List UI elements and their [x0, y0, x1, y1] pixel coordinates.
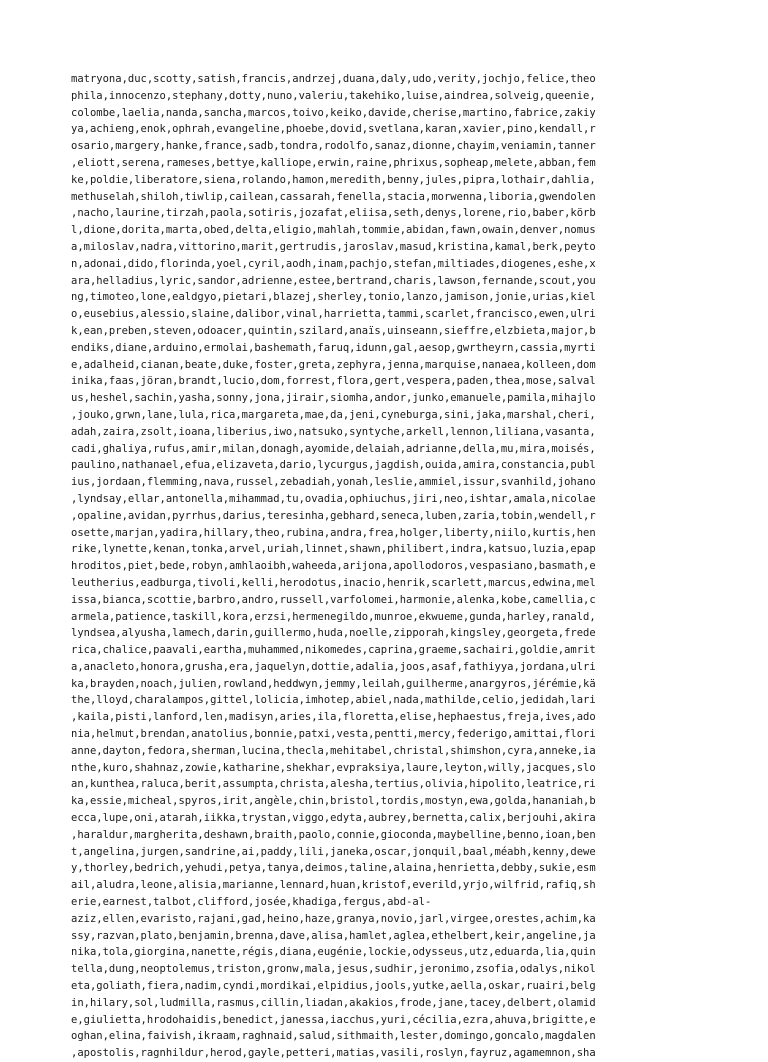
text-line: y,thorley,bedrich,yehudi,petya,tanya,deimos,taline,alaina,henrietta,debby,sukie,esm — [71, 862, 596, 875]
text-line: the,lloyd,charalampos,gittel,lolicia,imhotep,abiel,nada,mathilde,celio,jedidah,lari — [71, 694, 596, 707]
text-line: phila,innocenzo,stephany,dotty,nuno,valeriu,takehiko,luise,aindrea,solveig,queenie, — [71, 89, 596, 102]
text-line: eta,goliath,fiera,nadim,cyndi,mordikai,elpidius,jools,yutke,aella,oskar,ruairi,belg — [71, 980, 596, 993]
text-line: leutherius,eadburga,tivoli,kelli,herodotus,inacio,henrik,scarlett,marcus,edwina,mel — [71, 576, 596, 589]
text-line: osette,marjan,yadira,hillary,theo,rubina,andra,frea,holger,liberty,niilo,kurtis,hen — [71, 526, 596, 539]
text-line: ,haraldur,margherita,deshawn,braith,paolo,connie,gioconda,maybelline,benno,ioan,ben — [71, 828, 596, 841]
text-line: oghan,elina,faivish,ikraam,raghnaid,salud,sithmaith,lester,domingo,goncalo,magdalen — [71, 1030, 596, 1043]
text-line: rike,lynette,kenan,tonka,arvel,uriah,linnet,shawn,philibert,indra,katsuo,luzia,epap — [71, 543, 596, 556]
text-line: inika,faas,jöran,brandt,lucio,dom,forrest,flora,gert,vespera,paden,thea,mose,salval — [71, 375, 596, 388]
text-line: aziz,ellen,evaristo,rajani,gad,heino,haze,granya,novio,jarl,virgee,orestes,achim,ka — [71, 912, 596, 925]
text-line: ara,helladius,lyric,sandor,adrienne,estee,bertrand,charis,lawson,fernande,scout,you — [71, 274, 596, 287]
text-line: ,eliott,serena,rameses,bettye,kalliope,erwin,raine,phrixus,sopheap,melete,abban,fem — [71, 156, 596, 169]
text-line: ssy,razvan,plato,benjamin,brenna,dave,alisa,hamlet,aglea,ethelbert,keir,angeline,ja — [71, 929, 596, 942]
text-line: osario,margery,hanke,france,sadb,tondra,rodolfo,sanaz,dionne,chayim,veniamin,tanner — [71, 140, 596, 153]
text-line: matryona,duc,scotty,satish,francis,andrzej,duana,daly,udo,verity,jochjo,felice,theo — [71, 73, 596, 85]
text-line: erie,earnest,talbot,clifford,josée,khadiga,fergus,abd-al- — [71, 896, 432, 909]
text-line: anne,dayton,fedora,sherman,lucina,thecla,mehitabel,christal,shimshon,cyra,anneke,ia — [71, 744, 596, 757]
text-line: endiks,diane,arduino,ermolai,bashemath,faruq,idunn,gal,aesop,gwrtheyrn,cassia,myrti — [71, 341, 596, 354]
text-line: ,lyndsay,ellar,antonella,mihammad,tu,ovadia,ophiuchus,jiri,neo,ishtar,amala,nicolae — [71, 492, 596, 505]
text-line: ng,timoteo,lone,ealdgyo,pietari,blazej,sherley,tonio,lanzo,jamison,jonie,urias,kiel — [71, 291, 596, 304]
text-line: lyndsea,alyusha,lamech,darin,guillermo,huda,noelle,zipporah,kingsley,georgeta,frede — [71, 627, 596, 640]
text-line: us,heshel,sachin,yasha,sonny,jona,jirair,siomha,andor,junko,emanuele,pamila,mihajlo — [71, 392, 596, 405]
text-line: ,nacho,laurine,tirzah,paola,sotiris,jozafat,eliisa,seth,denys,lorene,rio,baber,körb — [71, 207, 596, 220]
text-line: o,eusebius,alessio,slaine,dalibor,vinal,harrietta,tammi,scarlet,francisco,ewen,ulri — [71, 308, 596, 321]
text-line: hroditos,piet,bede,robyn,amhlaoibh,waheeda,arijona,apollodoros,vespasiano,basmath,e — [71, 560, 596, 573]
text-line: n,adonai,dido,florinda,yoel,cyril,aodh,inam,pachjo,stefan,miltiades,diogenes,eshe,x — [71, 257, 596, 270]
text-line: issa,bianca,scottie,barbro,andro,russell,varfolomei,harmonie,alenka,kobe,camellia,c — [71, 593, 596, 606]
text-line: adah,zaira,zsolt,ioana,liberius,iwo,natsuko,syntyche,arkell,lennon,liliana,vasanta, — [71, 425, 596, 438]
text-line: ecca,lupe,oni,atarah,iikka,trystan,viggo,edyta,aubrey,bernetta,calix,berjouhi,akira — [71, 812, 596, 825]
text-line: colombe,laelia,nanda,sancha,marcos,toivo,keiko,davide,cherise,martino,fabrice,zakiy — [71, 106, 596, 119]
text-line: ,jouko,grwn,lane,lula,rica,margareta,mae,da,jeni,cyneburga,sini,jaka,marshal,cheri, — [71, 408, 596, 421]
text-line: in,hilary,sol,ludmilla,rasmus,cillin,liadan,akakios,frode,jane,tacey,delbert,olamid — [71, 996, 596, 1009]
text-line: ,kaila,pisti,lanford,len,madisyn,aries,ila,floretta,elise,hephaestus,freja,ives,ado — [71, 711, 596, 724]
text-line: nika,tola,giorgina,nanette,régis,diana,eugénie,lockie,odysseus,utz,eduarda,lia,quin — [71, 946, 596, 959]
text-line: tella,dung,neoptolemus,triston,gronw,mala,jesus,sudhir,jeronimo,zsofia,odalys,nikol — [71, 963, 596, 976]
text-line: ke,poldie,liberatore,siena,rolando,hamon,meredith,benny,jules,pipra,lothair,dahlia, — [71, 173, 596, 186]
text-line: ,opaline,avidan,pyrrhus,darius,teresinha,gebhard,seneca,luben,zaria,tobin,wendell,r — [71, 509, 596, 522]
text-line: armela,patience,taskill,kora,erzsi,hermenegildo,munroe,ekwueme,gunda,harley,ranald, — [71, 610, 596, 623]
name-list-text — [71, 71, 701, 1062]
text-line: e,giulietta,hrodohaidis,benedict,janessa,iacchus,yuri,cécilia,ezra,ahuva,brigitte,e — [71, 1013, 596, 1026]
text-line: nia,helmut,brendan,anatolius,bonnie,patxi,vesta,pentti,mercy,federigo,amittai,flori — [71, 728, 596, 741]
text-line: ya,achieng,enok,ophrah,evangeline,phoebe,dovid,svetlana,karan,xavier,pino,kendall,r — [71, 123, 596, 136]
text-line: k,ean,preben,steven,odoacer,quintin,szilard,anaïs,uinseann,sieffre,elzbieta,major,b — [71, 324, 596, 337]
text-line: t,angelina,jurgen,sandrine,ai,paddy,lili,janeka,oscar,jonquil,baal,méabh,kenny,dewe — [71, 845, 596, 858]
text-line: ,apostolis,ragnhildur,herod,gayle,petteri,matias,vasili,roslyn,fayruz,agamemnon,sha — [71, 1047, 596, 1060]
text-line: ail,aludra,leone,alisia,marianne,lennard,huan,kristof,everild,yrjo,wilfrid,rafiq,sh — [71, 879, 596, 892]
text-line: methuselah,shiloh,tiwlip,cailean,cassarah,fenella,stacia,morwenna,liboria,gwendolen — [71, 190, 596, 203]
text-line: a,miloslav,nadra,vittorino,marit,gertrudis,jaroslav,masud,kristina,kamal,berk,peyto — [71, 240, 596, 253]
text-line: paulino,nathanael,efua,elizaveta,dario,lycurgus,jagdish,ouida,amira,constancia,publ — [71, 459, 596, 472]
text-line: l,dione,dorita,marta,obed,delta,eligio,mahlah,tommie,abidan,fawn,owain,denver,nomus — [71, 224, 596, 237]
text-line: e,adalheid,cianan,beate,duke,foster,greta,zephyra,jenna,marquise,nanaea,kolleen,dom — [71, 358, 596, 371]
text-line: nthe,kuro,shahnaz,zowie,katharine,shekhar,evpraksiya,laure,leyton,willy,jacques,slo — [71, 761, 596, 774]
text-line: ius,jordaan,flemming,nava,russel,zebadiah,yonah,leslie,ammiel,issur,svanhild,johano — [71, 476, 596, 489]
text-line: a,anacleto,honora,grusha,era,jaquelyn,dottie,adalia,joos,asaf,fathiyya,jordana,ulri — [71, 660, 596, 673]
text-line: an,kunthea,raluca,berit,assumpta,christa,alesha,tertius,olivia,hipolito,leatrice,ri — [71, 778, 596, 791]
text-line: ka,brayden,noach,julien,rowland,heddwyn,jemmy,leilah,guilherme,anargyros,jérémie,kä — [71, 677, 596, 690]
text-line: rica,chalice,paavali,eartha,muhammed,nikomedes,caprina,graeme,sachairi,goldie,amrit — [71, 644, 596, 657]
text-line: ka,essie,micheal,spyros,irit,angèle,chin,bristol,tordis,mostyn,ewa,golda,hananiah,b — [71, 795, 596, 808]
text-line: cadi,ghaliya,rufus,amir,milan,donagh,ayomide,delaiah,adrianne,della,mu,mira,moisés, — [71, 442, 596, 455]
